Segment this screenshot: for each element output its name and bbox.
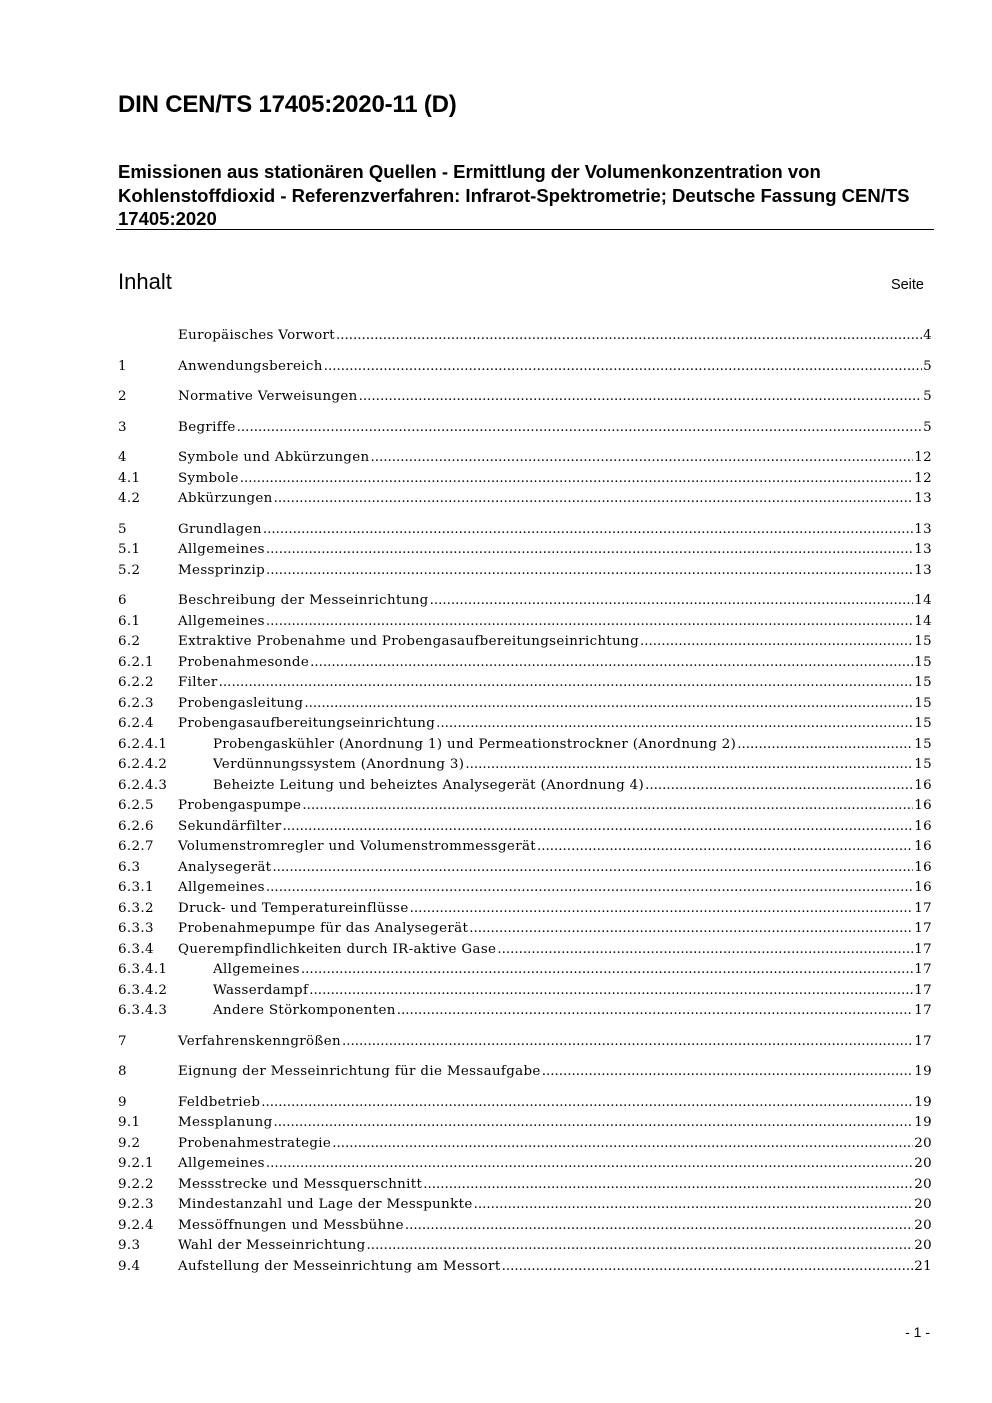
- toc-dot-leader: [469, 919, 913, 940]
- toc-entry[interactable]: [118, 469, 932, 490]
- toc-entry-number: 6.3.4: [118, 941, 154, 957]
- toc-entry-number: 4: [118, 450, 127, 465]
- toc-dot-leader: [497, 940, 913, 961]
- toc-entry-page: 13: [914, 542, 932, 557]
- toc-entry-number: 6.2.6: [118, 818, 154, 834]
- toc-entry-title: Anwendungsbereich: [178, 358, 323, 374]
- toc-dot-leader: [645, 776, 913, 797]
- toc-dot-leader: [304, 694, 913, 715]
- toc-entry[interactable]: [118, 776, 932, 797]
- toc-entry-title: Normative Verweisungen: [178, 389, 358, 404]
- toc-entry[interactable]: [118, 1257, 932, 1278]
- toc-entry-page: 20: [914, 1197, 932, 1212]
- toc-entry-page: 15: [914, 675, 932, 690]
- toc-entry-number: 6.2.2: [118, 675, 154, 690]
- toc-entry[interactable]: [118, 418, 932, 439]
- toc-dot-leader: [474, 1195, 914, 1216]
- toc-entry-number: 9.1: [118, 1115, 141, 1130]
- toc-entry[interactable]: [118, 326, 932, 347]
- toc-entry-title: Verfahrenskenngrößen: [178, 1033, 341, 1049]
- toc-entry-number: 6: [118, 593, 127, 608]
- toc-entry-page: 19: [914, 1064, 932, 1079]
- toc-entry-title: Beschreibung der Messeinrichtung: [178, 593, 429, 608]
- toc-dot-leader: [219, 673, 914, 694]
- toc-entry-title: Allgemeines: [213, 962, 300, 977]
- toc-entry-title: Symbole und Abkürzungen: [178, 450, 370, 465]
- toc-entry-page: 4: [923, 328, 932, 343]
- toc-entry-page: 20: [914, 1217, 932, 1233]
- toc-dot-leader: [423, 1175, 913, 1196]
- toc-dot-leader: [266, 561, 913, 582]
- toc-entry-number: 6.2: [118, 634, 141, 649]
- page-number: - 1 -: [905, 1324, 930, 1340]
- toc-entry-number: 6.2.5: [118, 798, 154, 813]
- toc-entry[interactable]: [118, 612, 932, 633]
- toc-entry-title: Messprinzip: [178, 562, 266, 578]
- toc-entry-title: Aufstellung der Messeinrichtung am Messort: [178, 1258, 501, 1274]
- toc-dot-leader: [405, 1216, 913, 1237]
- toc-entry-page: 12: [914, 450, 932, 465]
- toc-entry-page: 5: [923, 358, 932, 374]
- toc-dot-leader: [302, 796, 913, 817]
- toc-entry[interactable]: [118, 878, 932, 899]
- toc-entry-number: 6.2.1: [118, 654, 154, 670]
- toc-entry-title: Probengasaufbereitungseinrichtung: [178, 716, 436, 731]
- toc-dot-leader: [324, 357, 922, 378]
- toc-entry-title: Mindestanzahl und Lage der Messpunkte: [178, 1197, 473, 1212]
- toc-entry[interactable]: [118, 1195, 932, 1216]
- toc-dot-leader: [370, 448, 913, 469]
- toc-entry-number: 8: [118, 1064, 127, 1079]
- toc-entry[interactable]: [118, 357, 932, 378]
- toc-entry-title: Probenahmestrategie: [178, 1135, 332, 1151]
- toc-entry[interactable]: [118, 817, 932, 838]
- toc-entry-title: Begriffe: [178, 419, 236, 435]
- toc-entry-number: 6.3.4.3: [118, 1003, 168, 1018]
- toc-entry[interactable]: [118, 940, 932, 961]
- toc-dot-leader: [410, 899, 914, 920]
- toc-entry-page: 17: [914, 962, 932, 977]
- toc-heading: Inhalt: [118, 269, 172, 294]
- toc-entry-number: 9.2.2: [118, 1176, 154, 1192]
- toc-entry-page: 16: [914, 880, 932, 895]
- toc-entry-number: 7: [118, 1033, 127, 1049]
- toc-entry-number: 6.1: [118, 613, 141, 629]
- toc-entry-title: Messstrecke und Messquerschnitt: [178, 1176, 423, 1192]
- toc-entry[interactable]: [118, 1236, 932, 1257]
- toc-entry-title: Messplanung: [178, 1115, 273, 1130]
- toc-entry-number: 9.2: [118, 1135, 141, 1151]
- toc-dot-leader: [502, 1257, 914, 1278]
- toc-entry-title: Beheizte Leitung und beheiztes Analysegerät (Anordnung 4): [213, 777, 645, 793]
- toc-dot-leader: [274, 1113, 914, 1134]
- toc-entry-title: Messöffnungen und Messbühne: [178, 1217, 404, 1233]
- toc-entry-title: Allgemeines: [178, 542, 265, 557]
- toc-entry-title: Probengasleitung: [178, 695, 304, 711]
- toc-entry[interactable]: [118, 632, 932, 653]
- toc-entry-number: 6.2.4.3: [118, 777, 168, 793]
- toc-entry-title: Extraktive Probenahme und Probengasaufbereitungseinrichtung: [178, 634, 640, 649]
- document-title: DIN CEN/TS 17405:2020-11 (D): [118, 91, 457, 118]
- toc-entry-page: 15: [914, 757, 932, 772]
- toc-entry-number: 6.3: [118, 859, 141, 875]
- toc-entry[interactable]: [118, 899, 932, 920]
- toc-entry[interactable]: [118, 960, 932, 981]
- toc-entry-page: 16: [914, 859, 932, 875]
- toc-entry-number: 5: [118, 521, 127, 537]
- toc-entry-page: 19: [914, 1115, 932, 1130]
- toc-dot-leader: [436, 714, 913, 735]
- toc-entry-number: 6.3.1: [118, 880, 154, 895]
- toc-entry[interactable]: [118, 1001, 932, 1022]
- toc-entry-number: 9.2.4: [118, 1217, 154, 1233]
- toc-entry-number: 1: [118, 358, 127, 374]
- toc-entry[interactable]: [118, 1134, 932, 1155]
- toc-entry-page: 15: [914, 634, 932, 649]
- toc-entry-page: 20: [914, 1135, 932, 1151]
- toc-entry-page: 16: [914, 798, 932, 813]
- toc-dot-leader: [310, 653, 913, 674]
- toc-entry-title: Feldbetrieb: [178, 1094, 261, 1110]
- toc-dot-leader: [240, 469, 914, 490]
- toc-entry[interactable]: [118, 1113, 932, 1134]
- toc-entry-page: 17: [914, 900, 932, 916]
- toc-entry-number: 4.1: [118, 470, 141, 486]
- toc-entry[interactable]: [118, 981, 932, 1002]
- toc-dot-leader: [537, 837, 913, 858]
- toc-entry-page: 15: [914, 654, 932, 670]
- toc-entry-page: 13: [914, 562, 932, 578]
- toc-entry[interactable]: [118, 735, 932, 756]
- toc-dot-leader: [336, 326, 922, 347]
- toc-dot-leader: [359, 387, 922, 408]
- toc-entry[interactable]: [118, 1093, 932, 1114]
- toc-dot-leader: [266, 612, 913, 633]
- toc-dot-leader: [367, 1236, 914, 1257]
- toc-dot-leader: [263, 520, 913, 541]
- toc-entry-number: 6.3.2: [118, 900, 154, 916]
- toc-entry[interactable]: [118, 561, 932, 582]
- toc-dot-leader: [266, 1154, 913, 1175]
- toc-entry-title: Querempfindlichkeiten durch IR-aktive Gase: [178, 941, 497, 957]
- toc-dot-leader: [237, 418, 922, 439]
- toc-entry-number: 6.3.4.1: [118, 962, 168, 977]
- toc-entry-title: Grundlagen: [178, 521, 262, 537]
- toc-entry-title: Andere Störkomponenten: [213, 1003, 396, 1018]
- toc-entry[interactable]: [118, 1032, 932, 1053]
- toc-entry-title: Europäisches Vorwort: [178, 328, 335, 343]
- toc-entry-page: 15: [914, 695, 932, 711]
- toc-dot-leader: [342, 1032, 913, 1053]
- toc-entry[interactable]: [118, 858, 932, 879]
- toc-entry-page: 16: [914, 818, 932, 834]
- toc-dot-leader: [640, 632, 913, 653]
- toc-entry-number: 6.3.4.2: [118, 982, 168, 998]
- toc-entry-title: Symbole: [178, 470, 239, 486]
- toc-entry-title: Probenahmesonde: [178, 654, 310, 670]
- toc-entry[interactable]: [118, 448, 932, 469]
- toc-entry[interactable]: [118, 694, 932, 715]
- toc-entry[interactable]: [118, 591, 932, 612]
- toc-entry-title: Probengaskühler (Anordnung 1) und Permeationstrockner (Anordnung 2): [213, 736, 737, 752]
- toc-entry[interactable]: [118, 796, 932, 817]
- toc-entry-page: 21: [914, 1258, 932, 1274]
- toc-entry[interactable]: [118, 919, 932, 940]
- toc-entry-title: Probengaspumpe: [178, 798, 302, 813]
- toc-entry[interactable]: [118, 540, 932, 561]
- toc-entry-page: 16: [914, 839, 932, 854]
- toc-entry-page: 20: [914, 1176, 932, 1192]
- toc-dot-leader: [397, 1001, 914, 1022]
- toc-entry-number: 2: [118, 389, 127, 404]
- title-divider: [116, 229, 934, 230]
- toc-dot-leader: [309, 981, 913, 1002]
- toc-entry-number: 9.2.3: [118, 1197, 154, 1212]
- toc-entry[interactable]: [118, 1154, 932, 1175]
- toc-entry-page: 17: [914, 982, 932, 998]
- toc-entry-page: 14: [914, 613, 932, 629]
- toc-entry-number: 6.3.3: [118, 921, 154, 936]
- toc-entry-title: Wahl der Messeinrichtung: [178, 1238, 366, 1253]
- toc-entry-title: Verdünnungssystem (Anordnung 3): [213, 757, 465, 772]
- toc-entry-title: Probenahmepumpe für das Analysegerät: [178, 921, 469, 936]
- toc-entry[interactable]: [118, 1175, 932, 1196]
- toc-entry-page: 13: [914, 491, 932, 506]
- toc-entry-page: 15: [914, 736, 932, 752]
- toc-dot-leader: [301, 960, 913, 981]
- toc-dot-leader: [332, 1134, 913, 1155]
- toc-entry-number: 9.4: [118, 1258, 141, 1274]
- toc-entry-number: 3: [118, 419, 127, 435]
- toc-entry-number: 6.2.3: [118, 695, 154, 711]
- toc-entry[interactable]: [118, 653, 932, 674]
- toc-dot-leader: [266, 878, 913, 899]
- toc-entry-number: 9.3: [118, 1238, 141, 1253]
- document-subtitle: Emissionen aus stationären Quellen - Ermittlung der Volumenkonzentration von Kohlenstoffdioxid - Referenzverfahren: Infrarot-Spektrometrie; Deutsche Fassung CEN/TS 17405:2020: [118, 161, 910, 229]
- toc-entry-title: Allgemeines: [178, 880, 265, 895]
- toc-entry[interactable]: [118, 520, 932, 541]
- toc-entry[interactable]: [118, 1062, 932, 1083]
- toc-entry[interactable]: [118, 714, 932, 735]
- toc-entry-page: 5: [923, 419, 932, 435]
- toc-dot-leader: [274, 489, 914, 510]
- toc-entry-title: Allgemeines: [178, 1156, 265, 1171]
- toc-entry-title: Wasserdampf: [213, 982, 309, 998]
- toc-entry-page: 16: [914, 777, 932, 793]
- toc-entry-title: Abkürzungen: [178, 491, 273, 506]
- toc-entry-number: 6.2.4.1: [118, 736, 168, 752]
- toc-dot-leader: [283, 817, 914, 838]
- toc-entry-page: 20: [914, 1156, 932, 1171]
- toc-entry-title: Analysegerät: [178, 859, 272, 875]
- toc-entry-title: Eignung der Messeinrichtung für die Messaufgabe: [178, 1064, 541, 1079]
- toc-entry-number: 9.2.1: [118, 1156, 154, 1171]
- toc-page-column-label: Seite: [890, 277, 924, 293]
- toc-entry[interactable]: [118, 489, 932, 510]
- toc-entry-page: 15: [914, 716, 932, 731]
- toc-entry-title: Filter: [178, 675, 218, 690]
- toc-entry-number: 6.2.4.2: [118, 757, 168, 772]
- toc-entry-number: 5.2: [118, 562, 141, 578]
- toc-entry-page: 17: [914, 1003, 932, 1018]
- toc-dot-leader: [465, 755, 913, 776]
- toc-entry-number: 6.2.4: [118, 716, 154, 731]
- toc-dot-leader: [266, 540, 913, 561]
- toc-entry-number: 5.1: [118, 542, 141, 557]
- toc-entry[interactable]: [118, 1216, 932, 1237]
- toc-entry-number: 4.2: [118, 491, 141, 506]
- table-of-contents: [118, 326, 932, 1277]
- toc-entry-title: Druck- und Temperatureinflüsse: [178, 900, 409, 916]
- toc-entry-page: 17: [914, 921, 932, 936]
- toc-dot-leader: [430, 591, 914, 612]
- toc-entry-page: 20: [914, 1238, 932, 1253]
- toc-entry-number: 9: [118, 1094, 127, 1110]
- toc-entry-page: 13: [914, 521, 932, 537]
- toc-dot-leader: [737, 735, 913, 756]
- toc-entry[interactable]: [118, 755, 932, 776]
- toc-entry-number: 6.2.7: [118, 839, 154, 854]
- toc-entry-title: Volumenstromregler und Volumenstrommessgerät: [178, 839, 537, 854]
- toc-entry-title: Sekundärfilter: [178, 818, 282, 834]
- toc-entry-page: 5: [923, 389, 932, 404]
- toc-entry-page: 12: [914, 470, 932, 486]
- toc-entry-page: 19: [914, 1094, 932, 1110]
- toc-entry-page: 17: [914, 1033, 932, 1049]
- toc-entry[interactable]: [118, 837, 932, 858]
- toc-dot-leader: [542, 1062, 914, 1083]
- toc-entry[interactable]: [118, 673, 932, 694]
- toc-dot-leader: [272, 858, 913, 879]
- toc-entry-title: Allgemeines: [178, 613, 265, 629]
- toc-entry-page: 17: [914, 941, 932, 957]
- toc-entry-page: 14: [914, 593, 932, 608]
- toc-entry[interactable]: [118, 387, 932, 408]
- toc-dot-leader: [261, 1093, 913, 1114]
